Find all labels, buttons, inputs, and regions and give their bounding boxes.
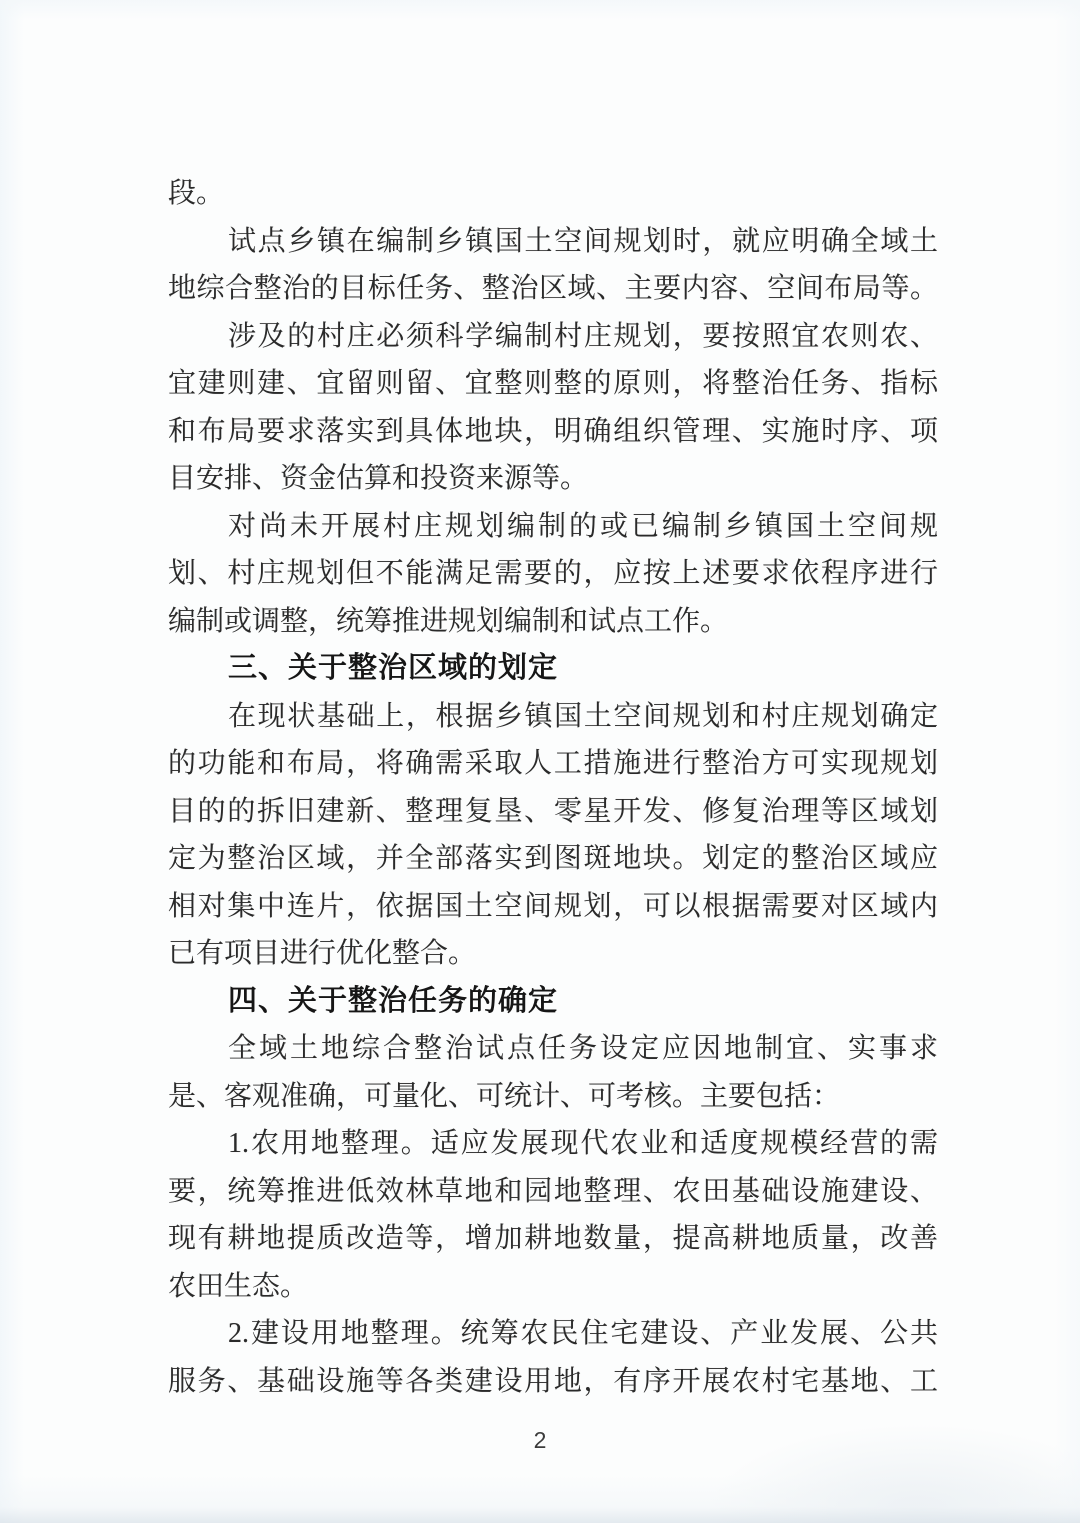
text-line: 在现状基础上，根据乡镇国土空间规划和村庄规划确定	[228, 700, 938, 732]
text-line: 目安排、资金估算和投资来源等。	[168, 463, 589, 494]
text-line: 相对集中连片，依据国土空间规划，可以根据需要对区域内	[168, 890, 938, 922]
page-number: 2	[533, 1427, 547, 1453]
text-line: 2.建设用地整理。统筹农民住宅建设、产业发展、公共	[228, 1318, 938, 1349]
text-line: 段。	[168, 178, 225, 209]
text-line: 涉及的村庄必须科学编制村庄规划，要按照宜农则农、	[228, 320, 938, 352]
text-line: 1.农用地整理。适应发展现代农业和适度规模经营的需	[228, 1128, 938, 1159]
text-line: 是、客观准确，可量化、可统计、可考核。主要包括：	[168, 1080, 841, 1112]
text-line: 现有耕地提质改造等，增加耕地数量，提高耕地质量，改善	[168, 1223, 938, 1254]
text-line: 对尚未开展村庄规划编制的或已编制乡镇国土空间规	[228, 510, 938, 542]
text-line: 已有项目进行优化整合。	[168, 938, 477, 969]
text-line: 划、村庄规划但不能满足需要的，应按上述要求依程序进行	[168, 558, 938, 589]
text-line: 和布局要求落实到具体地块，明确组织管理、实施时序、项	[168, 415, 938, 447]
text-line: 编制或调整，统筹推进规划编制和试点工作。	[168, 605, 729, 637]
text-line: 要，统筹推进低效林草地和园地整理、农田基础设施建设、	[168, 1175, 938, 1207]
section-heading: 三、关于整治区域的划定	[228, 652, 559, 684]
text-line: 宜建则建、宜留则留、宜整则整的原则，将整治任务、指标	[168, 368, 938, 399]
section-heading: 四、关于整治任务的确定	[228, 984, 559, 1017]
text-line: 地综合整治的目标任务、整治区域、主要内容、空间布局等。	[168, 273, 938, 304]
document-text	[168, 170, 938, 1405]
text-line: 农田生态。	[168, 1270, 309, 1302]
text-line: 目的的拆旧建新、整理复垦、零星开发、修复治理等区域划	[168, 795, 938, 827]
text-line: 的功能和布局，将确需采取人工措施进行整治方可实现规划	[168, 748, 938, 779]
text-line: 服务、基础设施等各类建设用地，有序开展农村宅基地、工	[168, 1365, 938, 1397]
text-line: 全域土地综合整治试点任务设定应因地制宜、实事求	[228, 1033, 938, 1064]
text-line: 试点乡镇在编制乡镇国土空间规划时，就应明确全域土	[228, 225, 938, 257]
text-line: 定为整治区域，并全部落实到图斑地块。划定的整治区域应	[168, 843, 938, 874]
